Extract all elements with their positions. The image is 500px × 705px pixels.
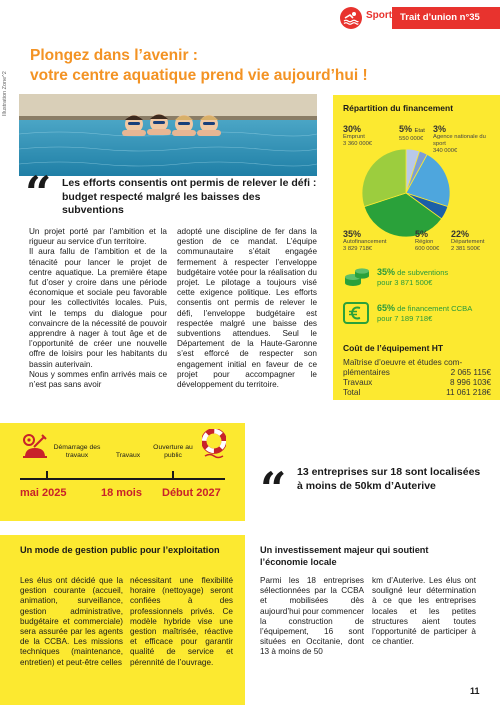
slice-amount: 340 000€ xyxy=(433,148,458,154)
subventions-summary xyxy=(343,265,498,293)
slice-label-departement xyxy=(451,229,485,253)
body-paragraph: Nous y sommes enfin arrivés mais ce n’est pas sans avoir xyxy=(29,369,167,390)
construction-tools-icon xyxy=(22,433,48,459)
pull-quote: Les efforts consentis ont permis de relever le défi : budget respecté malgré les baisses des subventions xyxy=(62,177,317,216)
ccba-amount: pour 7 189 718€ xyxy=(377,314,433,323)
management-column-1: Les élus ont décidé que la gestion courante (accueil, animation, surveillance, gestion administrative, budgétaire et commerciale) sera assurée par les agents de la CCBA. Les missions techniques (maintenance, entretien) et peut-être celles xyxy=(20,576,123,667)
slice-label-etat xyxy=(399,124,425,143)
funding-pie-chart xyxy=(351,147,461,239)
body-paragraph: Il aura fallu de l’ambition et de la ténacité pour lancer le projet de centre aquatique. La première étape fut d’oser y croire dans une période économique et sociale peu favorable pour les collectivités locales. Puis, vint le temps du dialogue pour convaincre de la nécessité de pouvoir apprendre à nager à tout âge et de l’opportunité de créer une nouvelle offre de loisirs pour les habitants du bassin auterivain. xyxy=(29,247,167,369)
investment-column-1: Parmi les 18 entreprises sélectionnées par la CCBA et mobilisées dès aujourd’hui pour commencer la construction de l’équipement, 16 sont situées en Occitanie, dont 13 à moins de 50 xyxy=(260,576,364,657)
header-bar xyxy=(340,7,500,29)
body-paragraph: adopté une discipline de fer dans la gestion de ce mandat. L’équipe communautaire s’était engagée fermement à respecter l’enveloppe budgétaire votée pour la réalisation du projet. Le pilotage a toujours visé cette exigence politique. Les efforts consentis ont permis de relever le défi, l’enveloppe budgétaire est respectée malgré une baisse des subventions attendues. Seul le Département de la Haute-Garonne s’est efforcé de respecter son engagement initial en faveur de ce projet pour accompagner le développement du territoire. xyxy=(177,227,317,390)
cost-value: 11 061 218€ xyxy=(446,388,491,397)
subventions-pct: 35% xyxy=(377,267,396,277)
management-title: Un mode de gestion public pour l’exploitation xyxy=(20,545,220,555)
slice-name: Région xyxy=(415,239,434,245)
slice-name: Emprunt xyxy=(343,134,365,140)
ccba-text xyxy=(377,303,472,324)
cost-label: plémentaires xyxy=(343,368,390,377)
lifebuoy-icon xyxy=(202,429,226,459)
timeline-duration-value: 18 mois xyxy=(101,487,142,499)
body-column-1 xyxy=(29,227,167,390)
slice-name: Agence nationale du sport xyxy=(433,134,486,147)
timeline-works-label: Travaux xyxy=(115,452,141,459)
body-column-2 xyxy=(177,227,317,390)
quote-mark-icon: “ xyxy=(25,166,52,220)
photo-credit: Illustration Zone^2 xyxy=(2,71,8,116)
slice-amount: 600 000€ xyxy=(415,246,440,252)
timeline-axis xyxy=(20,478,225,480)
cost-title: Coût de l’équipement HT xyxy=(343,343,444,353)
children-pool-photo xyxy=(19,94,317,176)
timeline-start-label: Démarrage des travaux xyxy=(53,444,101,459)
slice-name: Etat xyxy=(414,128,425,134)
ccba-pct: 65% xyxy=(377,303,396,313)
slice-pct: 30% xyxy=(343,124,362,134)
management-column-2: nécessitant une flexibilité horaire (nettoyage) seront confiées à des professionnels privés. Ce modèle hybride vise une gestion maîtrisée, réactive et efficace pour garantir qualité de service et pérennité de l’ouvrage. xyxy=(130,576,233,667)
investment-title: Un investissement majeur qui soutient l’économie locale xyxy=(260,545,429,567)
title-line-2: votre centre aquatique prend vie aujourd’hui ! xyxy=(30,67,368,84)
cost-label: Maîtrise d’oeuvre et études com- xyxy=(343,358,463,367)
pull-quote-local: 13 entreprises sur 18 sont localisées à moins de 50km d’Auterive xyxy=(297,466,481,492)
subventions-suffix: de subventions xyxy=(397,268,449,277)
cost-value: 8 996 103€ xyxy=(450,378,491,387)
funding-panel xyxy=(333,95,500,400)
quote-mark-icon: “ xyxy=(260,462,287,516)
cost-row xyxy=(343,358,491,368)
slice-pct: 5% xyxy=(415,229,429,239)
body-paragraph: Un projet porté par l’ambition et la rigueur au service d’un territoire. xyxy=(29,227,167,247)
timeline-open-label: Ouverture au public xyxy=(153,444,193,459)
timeline-tick xyxy=(46,471,48,480)
cost-label: Travaux xyxy=(343,378,373,387)
euro-icon xyxy=(343,301,371,325)
cost-row xyxy=(343,368,491,378)
cost-row xyxy=(343,388,491,398)
ccba-summary xyxy=(343,301,498,329)
investment-column-2: km d’Auterive. Les élus ont souligné leur détermination à ce que les entreprises locales et les petites structures aient toutes l’opportunité de participer à ce chantier. xyxy=(372,576,476,647)
page-title xyxy=(30,46,450,86)
slice-pct: 22% xyxy=(451,229,470,239)
swimming-icon xyxy=(340,7,362,29)
slice-pct: 3% xyxy=(433,124,447,134)
section-label: Sport xyxy=(366,10,393,21)
publication-tab: Trait d’union n°35 xyxy=(392,7,500,29)
cost-row xyxy=(343,378,491,388)
cost-label: Total xyxy=(343,388,361,397)
timeline-open-value: Début 2027 xyxy=(162,487,221,499)
ccba-suffix: de financement CCBA xyxy=(397,304,473,313)
cost-value: 2 065 115€ xyxy=(450,368,491,377)
slice-amount: 3 829 718€ xyxy=(343,246,373,252)
coins-icon xyxy=(343,265,371,289)
funding-title: Répartition du financement xyxy=(343,103,454,113)
slice-label-emprunt xyxy=(343,124,372,148)
slice-label-region xyxy=(415,229,439,253)
slice-name: Département xyxy=(451,239,485,245)
slice-pct: 5% xyxy=(399,124,413,134)
timeline-start-value: mai 2025 xyxy=(20,487,67,499)
page-number: 11 xyxy=(470,686,480,696)
slice-amount: 3 360 000€ xyxy=(343,141,373,147)
subventions-amount: pour 3 871 500€ xyxy=(377,278,433,287)
timeline-panel xyxy=(0,423,245,521)
slice-name: Autofinancement xyxy=(343,239,387,245)
subventions-text xyxy=(377,267,448,288)
slice-pct: 35% xyxy=(343,229,362,239)
timeline-tick xyxy=(172,471,174,480)
slice-label-autofinancement xyxy=(343,229,387,253)
slice-amount: 2 381 500€ xyxy=(451,246,481,252)
title-line-1: Plongez dans l’avenir : xyxy=(30,47,198,64)
slice-amount: 550 000€ xyxy=(399,136,424,142)
